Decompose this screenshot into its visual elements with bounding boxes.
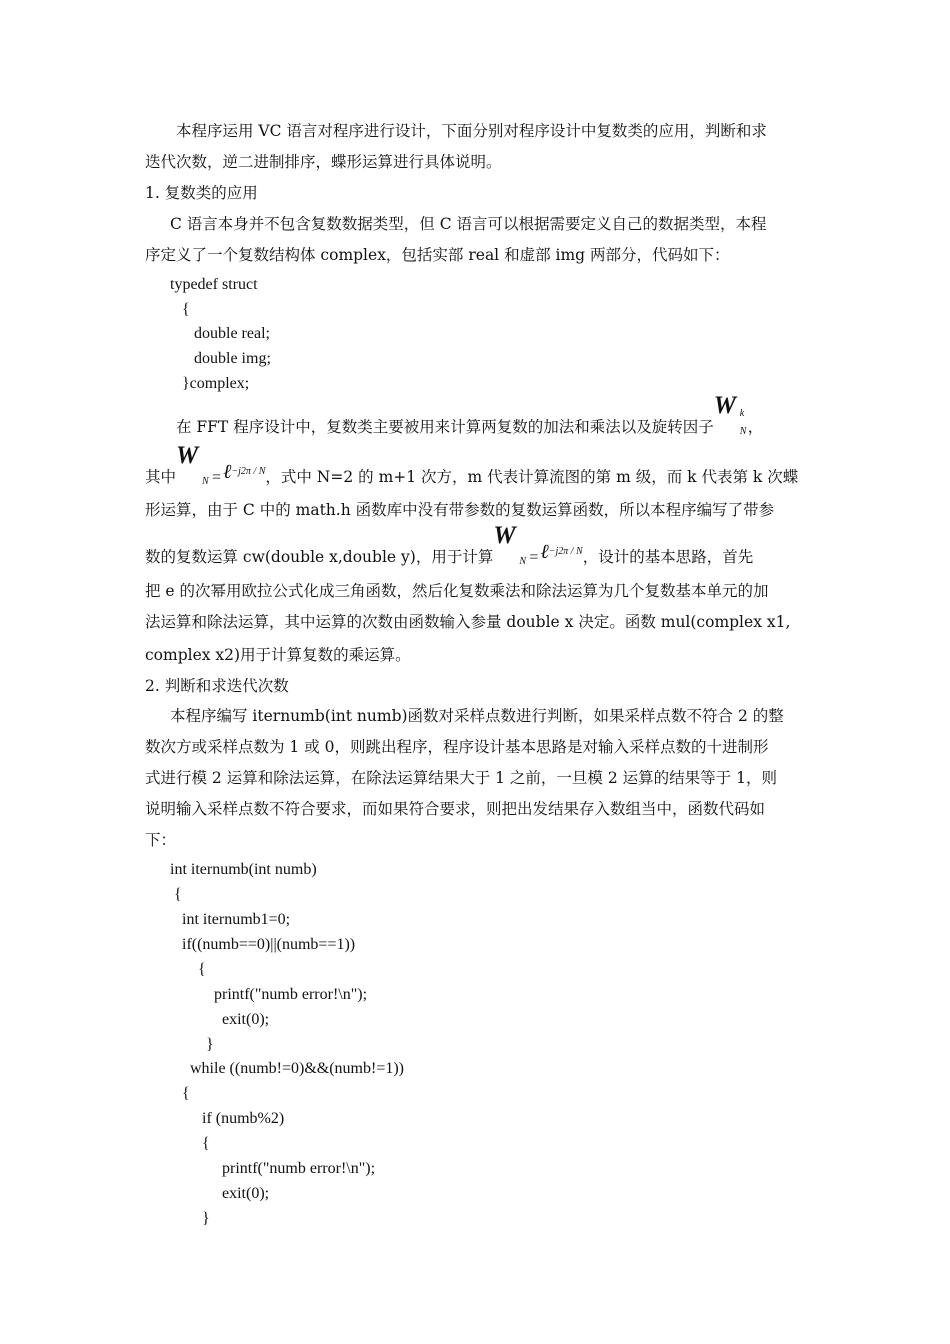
formula-comma: ， bbox=[747, 418, 764, 436]
formula-n: N bbox=[739, 426, 747, 437]
formula-e: ℓ bbox=[223, 461, 232, 483]
section-2-heading: 2. 判断和求迭代次数 bbox=[145, 677, 289, 695]
code-line: } bbox=[170, 1210, 210, 1227]
formula-exponent: −j2π / N bbox=[231, 466, 266, 477]
formula-w: W bbox=[493, 522, 516, 549]
section-1-p2-line-4 bbox=[145, 522, 754, 570]
code-line: typedef struct bbox=[170, 276, 258, 293]
formula-exponent: −j2π / N bbox=[548, 546, 583, 557]
section-1-heading: 1. 复数类的应用 bbox=[145, 184, 258, 202]
formula-w: W bbox=[713, 392, 736, 419]
intro-line-2: 迭代次数，逆二进制排序，蝶形运算进行具体说明。 bbox=[145, 153, 502, 171]
code-line: { bbox=[170, 961, 206, 978]
section-2-p1-line-5: 下： bbox=[145, 831, 177, 849]
code-line: int iternumb(int numb) bbox=[170, 861, 317, 878]
section-1-p2-line-1-text: 在 FFT 程序设计中，复数类主要被用来计算两复数的加法和乘法以及旋转因子 bbox=[176, 418, 714, 436]
formula-n: N bbox=[519, 556, 526, 567]
code-line: printf("numb error!\n"); bbox=[170, 1160, 376, 1177]
code-line: { bbox=[170, 886, 182, 903]
section-1-p2-line-4a: 数的复数运算 cw(double x,double y)，用于计算 bbox=[145, 548, 494, 566]
code-line: double real; bbox=[170, 325, 270, 342]
code-line: while ((numb!=0)&&(numb!=1)) bbox=[170, 1060, 404, 1077]
section-1-p2-line-7: complex x2)用于计算复数的乘运算。 bbox=[145, 646, 411, 664]
wn-formula bbox=[176, 442, 209, 487]
twiddle-factor-formula bbox=[713, 392, 748, 437]
section-1-p2-line-4b: ，设计的基本思路，首先 bbox=[582, 548, 754, 566]
section-1-p1-line-2: 序定义了一个复数结构体 complex，包括实部 real 和虚部 img 两部分，代码如下： bbox=[145, 246, 730, 264]
code-line: }complex; bbox=[170, 375, 250, 392]
intro-line-1: 本程序运用 VC 语言对程序进行设计，下面分别对程序设计中复数类的应用，判断和求 bbox=[176, 122, 767, 140]
section-1-p2-line-3: 形运算，由于 C 中的 math.h 函数库中没有带参数的复数运算函数，所以本程序编写了带参 bbox=[145, 501, 775, 519]
code-line: exit(0); bbox=[170, 1011, 270, 1028]
code-line: } bbox=[170, 1036, 214, 1053]
section-1-p2-line-2b: ，式中 N=2 的 m+1 次方，m 代表计算流图的第 m 级，而 k 代表第 k 次蝶 bbox=[265, 468, 799, 486]
formula-n: N bbox=[202, 476, 209, 487]
section-1-p2-line-5: 把 e 的次幂用欧拉公式化成三角函数，然后化复数乘法和除法运算为几个复数基本单元的加 bbox=[145, 582, 769, 600]
section-1-p2-line-1 bbox=[176, 392, 764, 437]
formula-w: W bbox=[176, 442, 199, 469]
section-1-p2-line-2 bbox=[145, 442, 799, 490]
formula-k: k bbox=[739, 408, 745, 419]
section-2-p1-line-2: 数次方或采样点数为 1 或 0，则跳出程序，程序设计基本思路是对输入采样点数的十进制形 bbox=[145, 738, 769, 756]
section-1-p2-line-2a: 其中 bbox=[145, 468, 177, 486]
code-line: if((numb==0)||(numb==1)) bbox=[170, 936, 356, 953]
wn-formula bbox=[493, 522, 526, 567]
section-1-p1-line-1: C 语言本身并不包含复数数据类型，但 C 语言可以根据需要定义自己的数据类型，本程 bbox=[170, 215, 767, 233]
formula-equals: = bbox=[529, 549, 539, 566]
code-line: double img; bbox=[170, 350, 271, 367]
code-line: exit(0); bbox=[170, 1185, 270, 1202]
section-1-p2-line-6: 法运算和除法运算，其中运算的次数由函数输入参量 double x 决定。函数 mul(complex x1, bbox=[145, 613, 791, 631]
code-line: { bbox=[170, 301, 190, 318]
code-line: { bbox=[170, 1135, 210, 1152]
section-2-p1-line-3: 式进行模 2 运算和除法运算，在除法运算结果大于 1 之前，一旦模 2 运算的结果等于 1，则 bbox=[145, 769, 777, 787]
code-line: int iternumb1=0; bbox=[170, 911, 291, 928]
code-line: printf("numb error!\n"); bbox=[170, 986, 368, 1003]
formula-equals: = bbox=[212, 469, 222, 486]
code-line: { bbox=[170, 1085, 190, 1102]
section-2-p1-line-4: 说明输入采样点数不符合要求，而如果符合要求，则把出发结果存入数组当中，函数代码如 bbox=[145, 800, 766, 818]
code-line: if (numb%2) bbox=[170, 1110, 285, 1127]
formula-e: ℓ bbox=[540, 541, 549, 563]
section-2-p1-line-1: 本程序编写 iternumb(int numb)函数对采样点数进行判断，如果采样点数不符合 2 的整 bbox=[170, 707, 784, 725]
